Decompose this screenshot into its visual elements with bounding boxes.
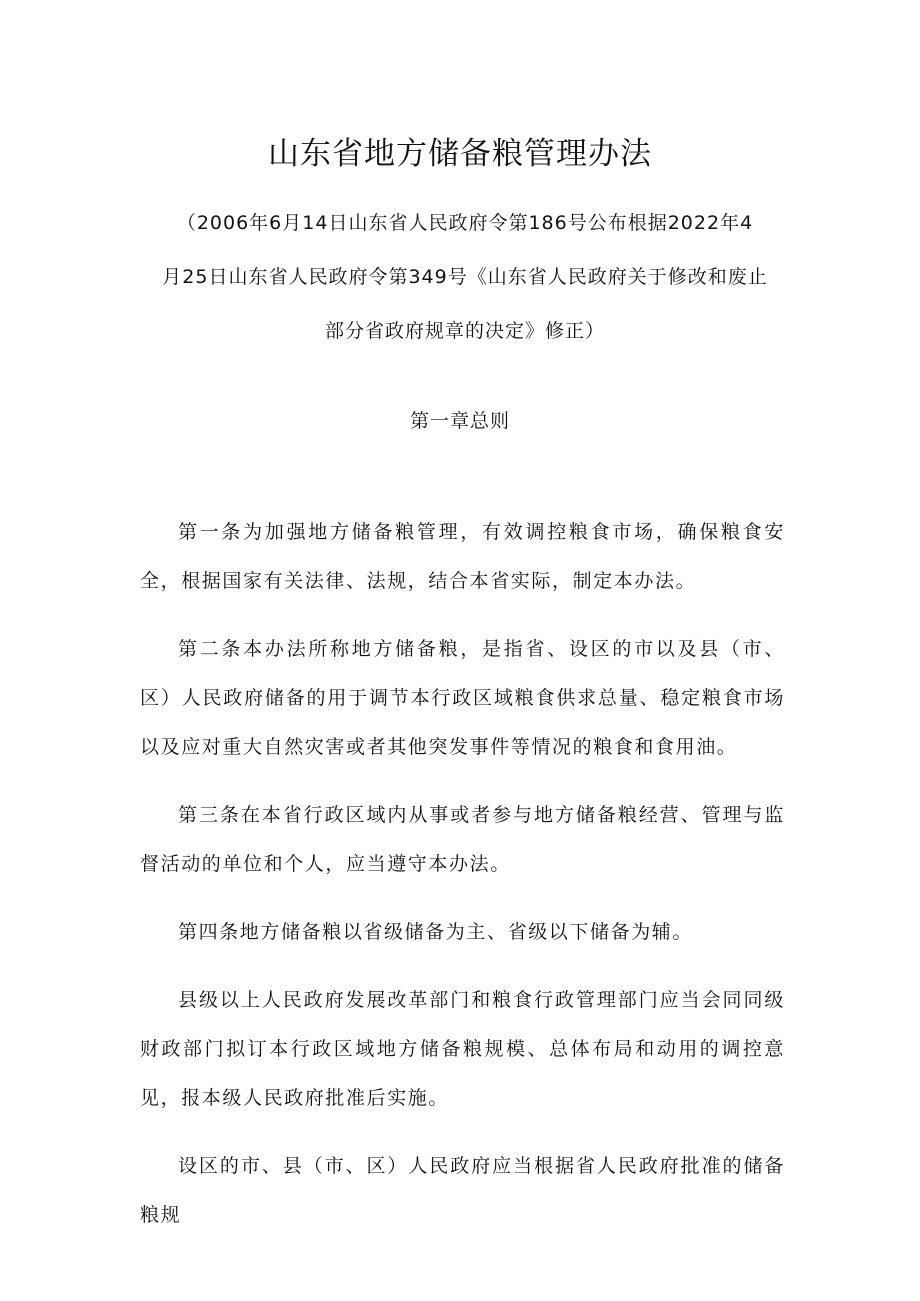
article-paragraph: 第三条在本省行政区域内从事或者参与地方储备粮经营、管理与监督活动的单位和个人，应当遵守本办法。 xyxy=(140,804,785,875)
subtitle-line: （2006年6月14日山东省人民政府令第186号公布根据2022年4 xyxy=(176,212,754,234)
article-paragraph: 第四条地方储备粮以省级储备为主、省级以下储备为辅。 xyxy=(178,921,694,943)
chapter-heading: 第一章总则 xyxy=(409,410,510,432)
document-subtitle xyxy=(140,196,790,358)
article-paragraph: 第一条为加强地方储备粮管理，有效调控粮食市场，确保粮食安全，根据国家有关法律、法规，结合本省实际，制定本办法。 xyxy=(140,521,785,592)
article-paragraph: 第二条本办法所称地方储备粮，是指省、设区的市以及县（市、区）人民政府储备的用于调节本行政区域粮食供求总量、稳定粮食市场以及应对重大自然灾害或者其他突发事件等情况的粮食和食用油。 xyxy=(140,638,785,758)
document-body xyxy=(140,508,785,1259)
subtitle-line: 月25日山东省人民政府令第349号《山东省人民政府关于修改和废止 xyxy=(162,266,768,288)
article-paragraph: 设区的市、县（市、区）人民政府应当根据省人民政府批准的储备粮规 xyxy=(140,1155,785,1226)
article-paragraph: 县级以上人民政府发展改革部门和粮食行政管理部门应当会同同级财政部门拟订本行政区域地方储备粮规模、总体布局和动用的调控意见，报本级人民政府批准后实施。 xyxy=(140,989,785,1109)
subtitle-line: 部分省政府规章的决定》修正） xyxy=(324,320,605,342)
document-title: 山东省地方储备粮管理办法 xyxy=(268,136,652,172)
